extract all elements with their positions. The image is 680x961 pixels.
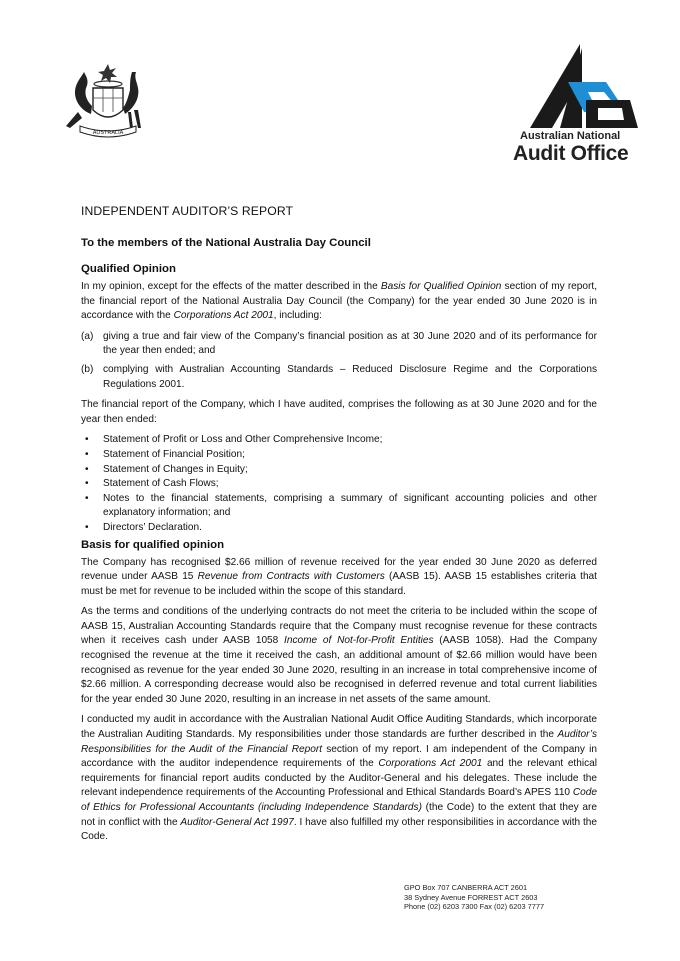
basis-paragraph-1: The Company has recognised $2.66 million of revenue received for the year ended 30 June 2020 as deferred revenue under AASB 15 Revenue from Contracts with Customers (AASB 15). AASB 15 establishes criteria that must be met for revenue to be included within the scope of this standard.	[81, 556, 597, 597]
basis-paragraph-2: As the terms and conditions of the underlying contracts do not meet the criteria to be included within the scope of AASB 15, Australian Accounting Standards require that the Company must recognise revenue for these contracts when it receives cash under AASB 1058 Income of Not-for-Profit Entities (AASB 1058). Had the Company recognised the revenue at the time it received the cash, an additional amount of $2.66 million would have been recognised as revenue for the year ended 30 June 2020, resulting in an increase in total comprehensive income of $2.66 million. A corresponding decrease would also be recognised in deferred revenue and total current liabilities for the year ended 30 June 2020, resulting in an increase in net assets of the same amount.	[81, 606, 597, 705]
list-item: • Statement of Financial Position;	[85, 448, 245, 460]
contact-line: Phone (02) 6203 7300 Fax (02) 6203 7777	[404, 902, 545, 912]
financial-report-components	[81, 433, 597, 535]
basis-paragraph-3: I conducted my audit in accordance with the Australian National Audit Office Auditing Standards, which incorporate the Australian Auditing Standards. My responsibilities under those standards are further described in the Auditor’s Responsibilities for the Audit of the Financial Report section of my report. I am independent of the Company in accordance with the auditor independence requirements of the Corporations Act 2001 and the relevant ethical requirements for financial report audits conducted by the Auditor-General and his delegates. These include the relevant independence requirements of the Accounting Professional and Ethical Standards Board’s APES 110 Code of Ethics for Professional Accountants (including Independence Standards) (the Code) to the extent that they are not in conflict with the Auditor-General Act 1997. I have also fulfilled my other responsibilities in accordance with the Code.	[81, 714, 598, 843]
report-addressee: To the members of the National Australia Day Council	[81, 237, 371, 249]
basis-heading: Basis for qualified opinion	[81, 538, 225, 551]
list-item: • Statement of Changes in Equity;	[85, 463, 248, 475]
logo-line-2: Audit Office	[513, 142, 629, 165]
report-body	[81, 204, 597, 851]
address-line: 38 Sydney Avenue FORREST ACT 2603	[404, 892, 538, 902]
list-item: • Statement of Profit or Loss and Other Comprehensive Income;	[85, 434, 383, 446]
list-item: • Directors’ Declaration.	[85, 521, 202, 533]
list-item: • Notes to the financial statements, comprising a summary of significant accounting policies and other explanatory information; and	[85, 492, 597, 519]
office-address	[404, 883, 544, 912]
logo-line-1: Australian National	[520, 130, 621, 142]
qualified-opinion-heading: Qualified Opinion	[81, 263, 176, 275]
list-item: • Statement of Cash Flows;	[85, 478, 219, 490]
financial-report-scope: The financial report of the Company, which I have audited, comprises the following as at 30 June 2020 and for the year then ended:	[81, 399, 597, 425]
svg-text:AUSTRALIA: AUSTRALIA	[92, 130, 124, 136]
report-title: INDEPENDENT AUDITOR’S REPORT	[81, 204, 294, 218]
list-item: (a) giving a true and fair view of the Company’s financial position as at 30 June 2020 and of its performance for the year then ended; and	[81, 330, 597, 357]
address-line: GPO Box 707 CANBERRA ACT 2601	[404, 883, 528, 892]
crest-scroll-text	[58, 62, 158, 142]
opinion-list	[81, 330, 597, 392]
list-item: (b) complying with Australian Accounting Standards – Reduced Disclosure Regime and the Corporations Regulations 2001.	[81, 363, 597, 390]
qualified-opinion-paragraph: In my opinion, except for the effects of the matter described in the Basis for Qualified Opinion section of my report, the financial report of the National Australia Day Council (the Company) for the year ended 30 June 2020 is in accordance with the Corporations Act 2001, including:	[81, 281, 597, 322]
